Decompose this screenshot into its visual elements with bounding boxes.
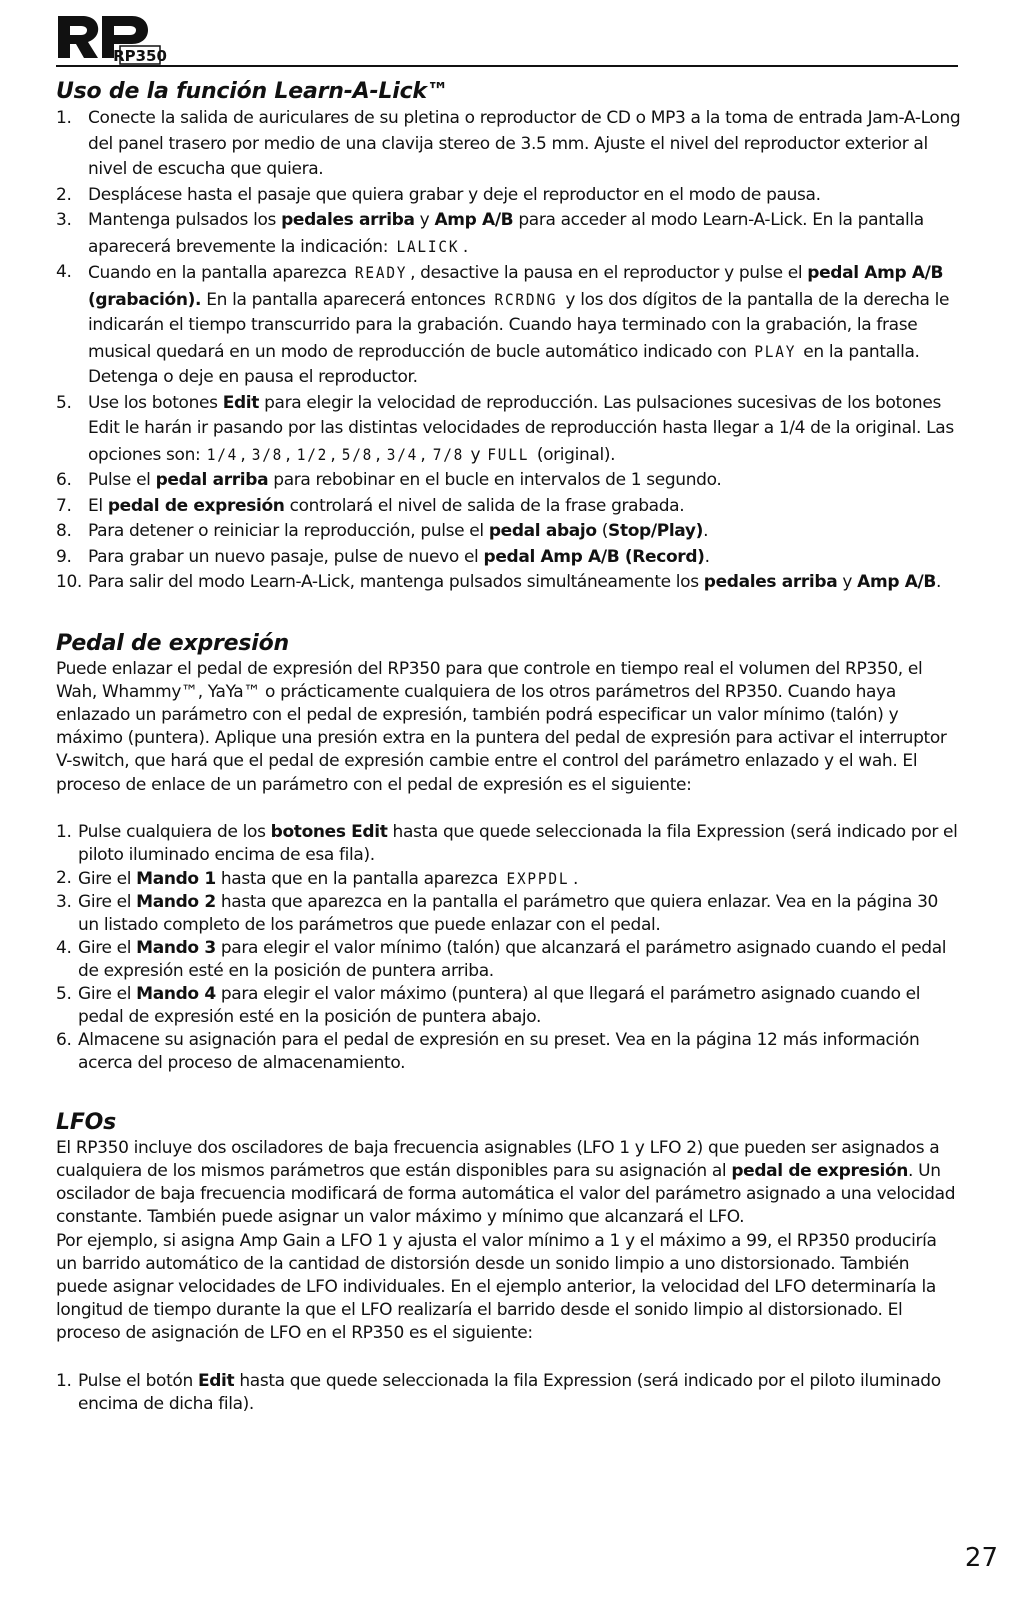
learn-a-lick-steps [56,106,961,596]
lcd-text: RCRDNG [494,289,557,309]
lcd-text: 7/8 [432,444,464,464]
rp350-logo [56,12,167,65]
logo-model: RP350 [113,47,167,65]
lcd-text: READY [354,263,408,282]
section-title-learn-a-lick: Uso de la función Learn-A-Lick™ [56,79,449,104]
list-item: 8. Para detener o reiniciar la reproducción, pulse el pedal abajo (Stop/Play). [56,521,709,541]
page-content [56,78,961,1416]
list-item: 2. Desplácese hasta el pasaje que quiera grabar y deje el reproductor en el modo de pausa. [56,184,821,205]
list-item: 1. Pulse el botón Edit hasta que quede seleccionada la fila Expression (será indicado por el piloto iluminado encima de dicha fila). [56,1370,941,1414]
lcd-text: 1/4 [207,444,239,464]
section-title-expression-pedal: Pedal de expresión [56,630,290,656]
expression-pedal-steps [56,821,961,1075]
lfos-paragraph-2: Por ejemplo, si asigna Amp Gain a LFO 1 y ajusta el valor mínimo a 1 y el máximo a 99, el RP350 produciría un barrido automático de la cantidad de distorsión desde un sonido limpio a uno distorsionado. También puede asignar velocidades de LFO individuales. En el ejemplo anterior, la velocidad del LFO determinaría la longitud de tiempo durante la que el LFO realizaría el barrido desde el sonido limpio al distorsionado. El proceso de asignación de LFO en el RP350 es el siguiente: [56,1230,937,1344]
lcd-text: PLAY [754,341,796,361]
list-item: 5. Gire el Mando 4 para elegir el valor máximo (puntera) al que llegará el parámetro asignado cuando el pedal de expresión esté en la posición de puntera abajo. [56,983,921,1027]
list-item: 4. Cuando en la pantalla aparezca READY , desactive la pausa en el reproductor y pulse el pedal Amp A/B (grabación). En la pantalla aparecerá entonces RCRDNG y los dos dígitos de la pantalla de la derecha le indicarán el tiempo transcurrido para la grabación. Cuando haya terminado con la grabación, la frase musical quedará en un modo de reproducción de bucle automático indicado con PLAY en la pantalla. Detenga o deje en pausa el reproductor. [56,262,950,387]
lcd-text: EXPPDL [506,868,570,888]
list-item: 6. Almacene su asignación para el pedal de expresión en su preset. Vea en la página 12 más información acerca del proceso de almacenamiento. [56,1029,920,1073]
lcd-text: 1/2 [297,444,329,464]
lcd-text: 3/8 [252,444,284,464]
page-number: 27 [964,1543,998,1573]
lfos-steps [56,1370,961,1416]
lcd-text: FULL [487,444,530,464]
list-item: 6. Pulse el pedal arriba para rebobinar en el bucle en intervalos de 1 segundo. [56,470,722,490]
list-item: 9. Para grabar un nuevo pasaje, pulse de nuevo el pedal Amp A/B (Record). [56,546,710,567]
list-item: 5. Use los botones Edit para elegir la velocidad de reproducción. Las pulsaciones sucesivas de los botones Edit le harán ir pasando por las distintas velocidades de reproducción hasta llegar a 1/4 de la original. Las opciones son: 1/4 , 3/8 , 1/2 , 5/8 , 3/4 , 7/8 y FULL (original). [56,391,961,469]
lfos-paragraph-1: El RP350 incluye dos osciladores de baja frecuencia asignables (LFO 1 y LFO 2) que pueden ser asignados a cualquiera de los mismos parámetros que están disponibles para su asignación al pedal de expresión. Un oscilador de baja frecuencia modificará de forma automática el valor del parámetro asignado a una velocidad constante. También puede asignar un valor máximo y mínimo que alcanzará el LFO. [56,1137,956,1228]
list-item: 3. Mantenga pulsados los pedales arriba y Amp A/B para acceder al modo Learn-A-Lick. En la pantalla aparecerá brevemente la indicación: LALICK . [56,208,961,260]
list-item: 3. Gire el Mando 2 hasta que aparezca en la pantalla el parámetro que quiera enlazar. Vea en la página 30 un listado completo de los parámetros que puede enlazar con el pedal. [56,891,939,935]
list-item: 1. Pulse cualquiera de los botones Edit hasta que quede seleccionada la fila Expression (será indicado por el piloto iluminado encima de esa fila). [56,821,958,865]
lcd-text: 3/4 [387,444,419,464]
section-title-lfos: LFOs [56,1109,117,1135]
list-item: 4. Gire el Mando 3 para elegir el valor mínimo (talón) que alcanzará el parámetro asignado cuando el pedal de expresión esté en la posición de puntera arriba. [56,937,947,981]
list-item: 10. Para salir del modo Learn-A-Lick, mantenga pulsados simultáneamente los pedales arriba y Amp A/B. [56,572,942,592]
list-item: 7. El pedal de expresión controlará el nivel de salida de la frase grabada. [56,495,685,516]
list-item: 1. Conecte la salida de auriculares de su pletina o reproductor de CD o MP3 a la toma de entrada Jam-A-Long del panel trasero por medio de una clavija stereo de 3.5 mm. Ajuste el nivel del reproductor exterior al nivel de escucha que quiera. [56,108,961,179]
lcd-text: LALICK [396,236,460,256]
page-header [56,12,958,68]
expression-pedal-intro: Puede enlazar el pedal de expresión del RP350 para que controle en tiempo real el volumen del RP350, el Wah, Whammy™, YaYa™ o prácticamente cualquiera de los otros parámetros del RP350. Cuando haya enlazado un parámetro con el pedal de expresión, también podrá especificar un valor mínimo (talón) y máximo (puntera). Aplique una presión extra en la puntera del pedal de expresión para activar el interruptor V-switch, que hará que el pedal de expresión cambie entre el control del parámetro enlazado y el wah. El proceso de enlace de un parámetro con el pedal de expresión es el siguiente: [56,658,947,795]
lcd-text: 5/8 [342,444,374,464]
list-item: 2. Gire el Mando 1 hasta que en la pantalla aparezca EXPPDL . [56,867,579,889]
header-rule [56,65,958,67]
